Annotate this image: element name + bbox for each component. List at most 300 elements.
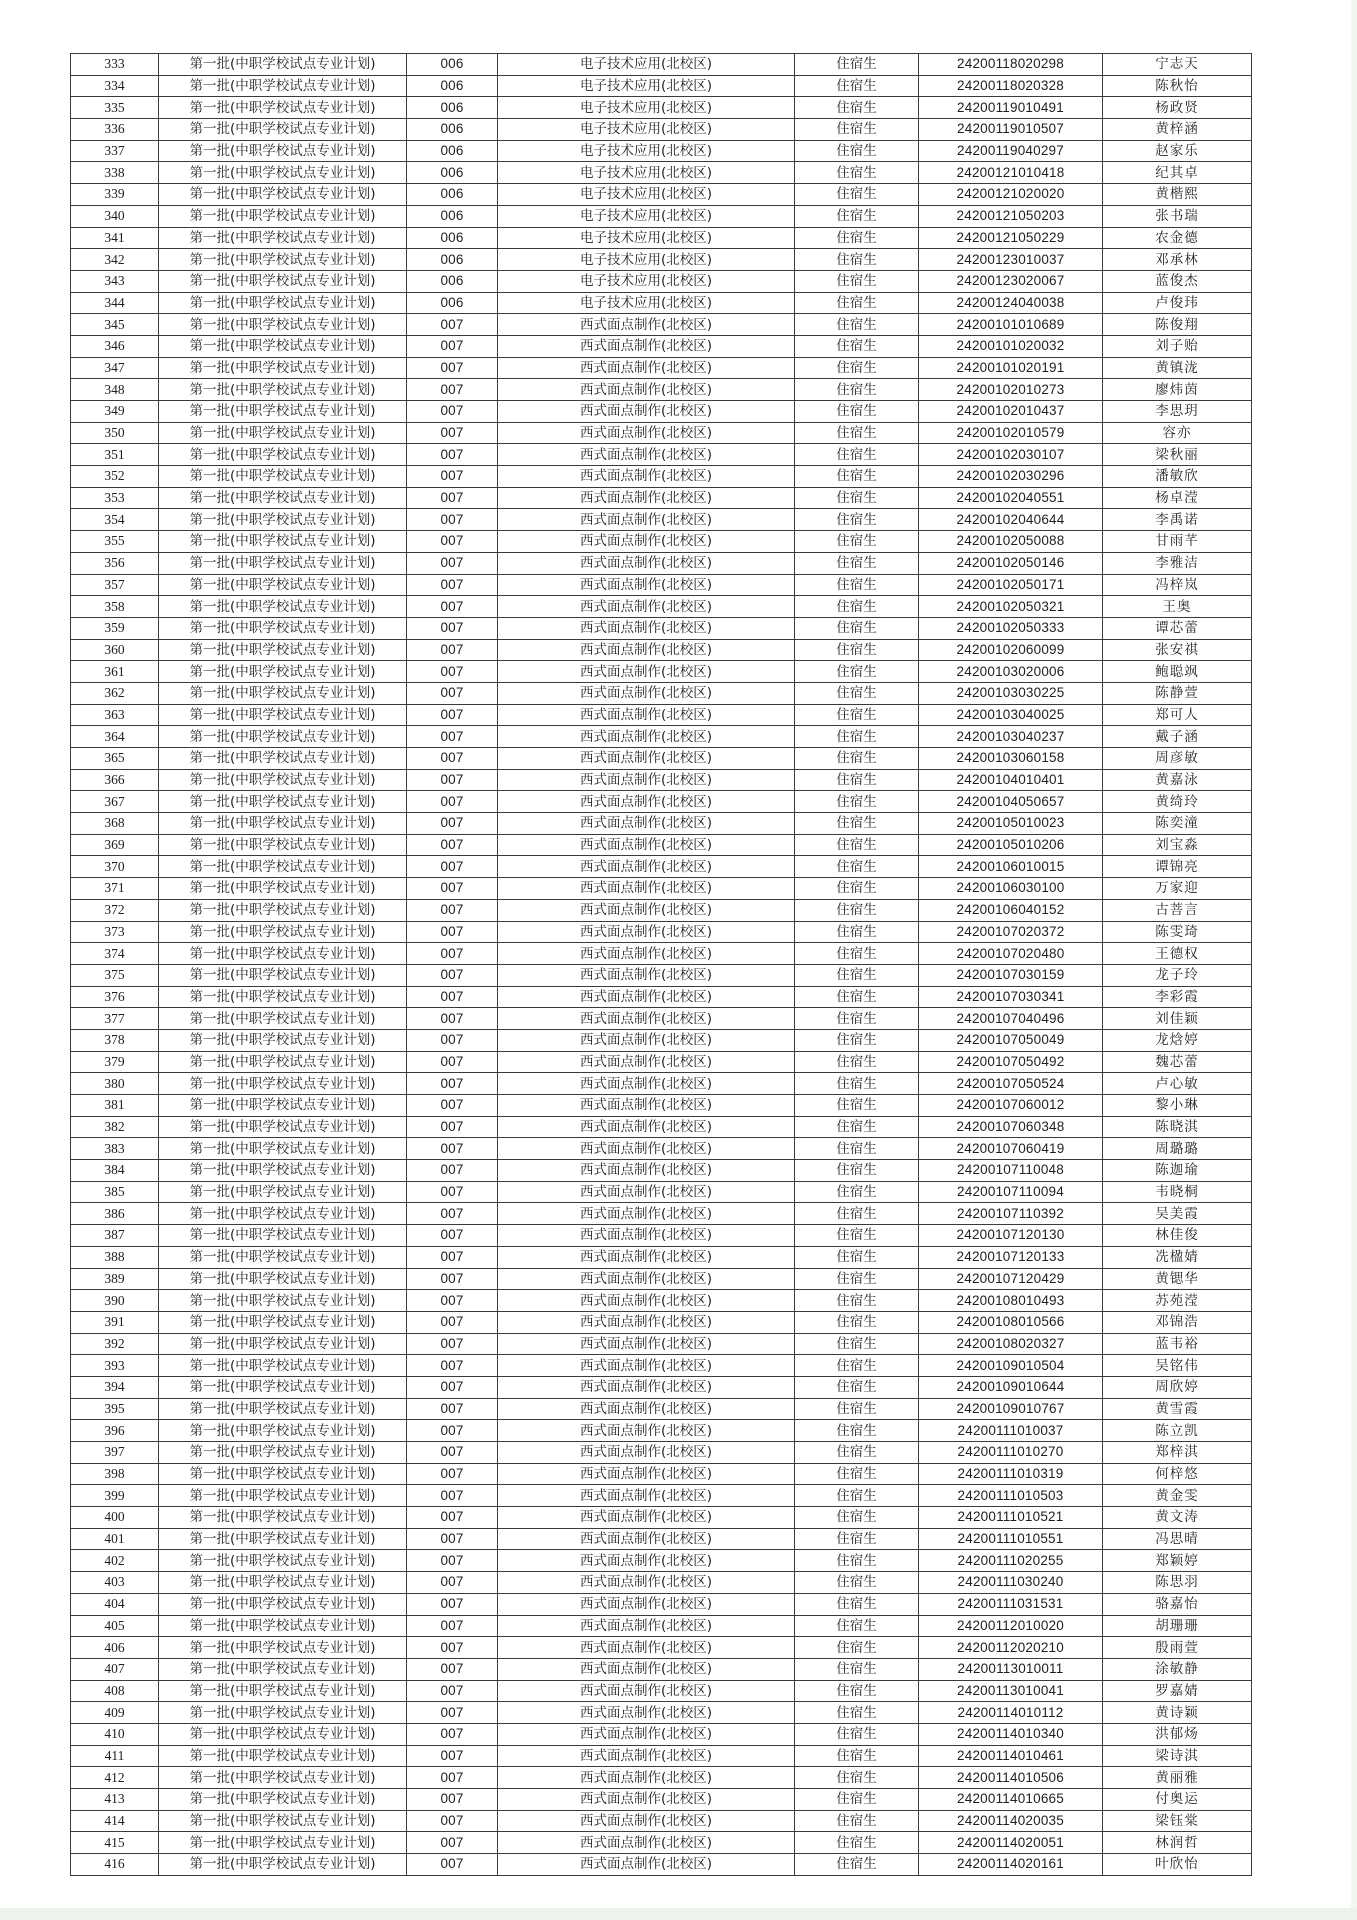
row-number-cell: 373 [71, 921, 159, 943]
student-name-cell: 陈晓淇 [1103, 1116, 1252, 1138]
batch-cell: 第一批(中职学校试点专业计划) [159, 292, 407, 314]
exam-id-cell: 24200102010273 [919, 379, 1103, 401]
major-name-cell: 西式面点制作(北校区) [498, 509, 795, 531]
major-name-cell: 西式面点制作(北校区) [498, 1854, 795, 1876]
table-row [71, 1442, 1252, 1464]
student-type-cell: 住宿生 [795, 466, 919, 488]
exam-id-cell: 24200104050657 [919, 791, 1103, 813]
table-row [71, 531, 1252, 553]
exam-id-cell: 24200119010491 [919, 97, 1103, 119]
major-name-cell: 西式面点制作(北校区) [498, 335, 795, 357]
table-row [71, 986, 1252, 1008]
batch-cell: 第一批(中职学校试点专业计划) [159, 1702, 407, 1724]
student-name-cell: 陈思羽 [1103, 1572, 1252, 1594]
major-name-cell: 西式面点制作(北校区) [498, 986, 795, 1008]
table-row [71, 1550, 1252, 1572]
exam-id-cell: 24200108020327 [919, 1333, 1103, 1355]
major-name-cell: 电子技术应用(北校区) [498, 97, 795, 119]
student-name-cell: 李彩霞 [1103, 986, 1252, 1008]
student-type-cell: 住宿生 [795, 1485, 919, 1507]
row-number-cell: 335 [71, 97, 159, 119]
major-code-cell: 007 [407, 1138, 498, 1160]
row-number-cell: 410 [71, 1723, 159, 1745]
major-name-cell: 西式面点制作(北校区) [498, 1658, 795, 1680]
exam-id-cell: 24200119010507 [919, 119, 1103, 141]
major-name-cell: 西式面点制作(北校区) [498, 617, 795, 639]
table-row [71, 487, 1252, 509]
row-number-cell: 344 [71, 292, 159, 314]
student-type-cell: 住宿生 [795, 986, 919, 1008]
exam-id-cell: 24200123020067 [919, 270, 1103, 292]
major-code-cell: 006 [407, 162, 498, 184]
batch-cell: 第一批(中职学校试点专业计划) [159, 227, 407, 249]
student-type-cell: 住宿生 [795, 1376, 919, 1398]
exam-id-cell: 24200114020035 [919, 1810, 1103, 1832]
student-name-cell: 郑可人 [1103, 704, 1252, 726]
batch-cell: 第一批(中职学校试点专业计划) [159, 1051, 407, 1073]
exam-id-cell: 24200107050492 [919, 1051, 1103, 1073]
major-code-cell: 007 [407, 444, 498, 466]
exam-id-cell: 24200102030107 [919, 444, 1103, 466]
row-number-cell: 391 [71, 1311, 159, 1333]
student-name-cell: 张书瑞 [1103, 205, 1252, 227]
exam-id-cell: 24200123010037 [919, 249, 1103, 271]
table-row [71, 1767, 1252, 1789]
table-row [71, 249, 1252, 271]
student-name-cell: 陈秋怡 [1103, 75, 1252, 97]
student-type-cell: 住宿生 [795, 1160, 919, 1182]
exam-id-cell: 24200111010037 [919, 1420, 1103, 1442]
student-name-cell: 廖炜茵 [1103, 379, 1252, 401]
major-code-cell: 007 [407, 487, 498, 509]
table-row [71, 270, 1252, 292]
student-type-cell: 住宿生 [795, 1181, 919, 1203]
major-code-cell: 007 [407, 834, 498, 856]
table-row [71, 1355, 1252, 1377]
row-number-cell: 349 [71, 401, 159, 423]
major-code-cell: 007 [407, 856, 498, 878]
row-number-cell: 345 [71, 314, 159, 336]
batch-cell: 第一批(中职学校试点专业计划) [159, 1789, 407, 1811]
exam-id-cell: 24200114010340 [919, 1723, 1103, 1745]
major-name-cell: 西式面点制作(北校区) [498, 964, 795, 986]
table-row [71, 791, 1252, 813]
student-name-cell: 吴铭伟 [1103, 1355, 1252, 1377]
student-name-cell: 龙焓婷 [1103, 1029, 1252, 1051]
table-row [71, 75, 1252, 97]
student-name-cell: 何梓悠 [1103, 1463, 1252, 1485]
student-name-cell: 纪其卓 [1103, 162, 1252, 184]
student-name-cell: 陈静萱 [1103, 682, 1252, 704]
row-number-cell: 367 [71, 791, 159, 813]
major-name-cell: 西式面点制作(北校区) [498, 1181, 795, 1203]
row-number-cell: 379 [71, 1051, 159, 1073]
major-code-cell: 006 [407, 119, 498, 141]
table-row [71, 162, 1252, 184]
row-number-cell: 392 [71, 1333, 159, 1355]
exam-id-cell: 24200107050049 [919, 1029, 1103, 1051]
student-name-cell: 周璐璐 [1103, 1138, 1252, 1160]
exam-id-cell: 24200103040025 [919, 704, 1103, 726]
student-type-cell: 住宿生 [795, 921, 919, 943]
row-number-cell: 412 [71, 1767, 159, 1789]
student-name-cell: 蓝俊杰 [1103, 270, 1252, 292]
student-name-cell: 谭锦亮 [1103, 856, 1252, 878]
exam-id-cell: 24200114020161 [919, 1854, 1103, 1876]
batch-cell: 第一批(中职学校试点专业计划) [159, 314, 407, 336]
student-name-cell: 王奥 [1103, 596, 1252, 618]
exam-id-cell: 24200121050203 [919, 205, 1103, 227]
major-name-cell: 西式面点制作(北校区) [498, 444, 795, 466]
exam-id-cell: 24200102030296 [919, 466, 1103, 488]
major-code-cell: 007 [407, 1008, 498, 1030]
student-type-cell: 住宿生 [795, 335, 919, 357]
student-name-cell: 李思玥 [1103, 401, 1252, 423]
student-type-cell: 住宿生 [795, 162, 919, 184]
row-number-cell: 411 [71, 1745, 159, 1767]
table-row [71, 1333, 1252, 1355]
major-code-cell: 007 [407, 1420, 498, 1442]
batch-cell: 第一批(中职学校试点专业计划) [159, 1854, 407, 1876]
exam-id-cell: 24200107120130 [919, 1225, 1103, 1247]
student-name-cell: 万家迎 [1103, 878, 1252, 900]
exam-id-cell: 24200102010579 [919, 422, 1103, 444]
exam-id-cell: 24200101020032 [919, 335, 1103, 357]
major-name-cell: 电子技术应用(北校区) [498, 205, 795, 227]
row-number-cell: 351 [71, 444, 159, 466]
major-code-cell: 007 [407, 596, 498, 618]
student-name-cell: 付奥运 [1103, 1789, 1252, 1811]
table-row [71, 119, 1252, 141]
major-name-cell: 西式面点制作(北校区) [498, 1832, 795, 1854]
major-code-cell: 007 [407, 617, 498, 639]
student-type-cell: 住宿生 [795, 661, 919, 683]
row-number-cell: 366 [71, 769, 159, 791]
batch-cell: 第一批(中职学校试点专业计划) [159, 1485, 407, 1507]
student-name-cell: 陈立凯 [1103, 1420, 1252, 1442]
exam-id-cell: 24200107020372 [919, 921, 1103, 943]
major-name-cell: 西式面点制作(北校区) [498, 596, 795, 618]
row-number-cell: 389 [71, 1268, 159, 1290]
major-code-cell: 007 [407, 1290, 498, 1312]
student-type-cell: 住宿生 [795, 1051, 919, 1073]
major-code-cell: 006 [407, 184, 498, 206]
student-name-cell: 涂敏静 [1103, 1658, 1252, 1680]
table-row [71, 1311, 1252, 1333]
student-type-cell: 住宿生 [795, 574, 919, 596]
major-code-cell: 007 [407, 878, 498, 900]
table-row [71, 726, 1252, 748]
student-type-cell: 住宿生 [795, 1745, 919, 1767]
batch-cell: 第一批(中职学校试点专业计划) [159, 813, 407, 835]
row-number-cell: 346 [71, 335, 159, 357]
batch-cell: 第一批(中职学校试点专业计划) [159, 1311, 407, 1333]
scan-edge-shadow [1351, 0, 1357, 1920]
major-name-cell: 西式面点制作(北校区) [498, 1572, 795, 1594]
student-name-cell: 梁秋丽 [1103, 444, 1252, 466]
major-code-cell: 006 [407, 140, 498, 162]
batch-cell: 第一批(中职学校试点专业计划) [159, 401, 407, 423]
student-name-cell: 杨政贤 [1103, 97, 1252, 119]
row-number-cell: 405 [71, 1615, 159, 1637]
exam-id-cell: 24200103060158 [919, 748, 1103, 770]
major-name-cell: 西式面点制作(北校区) [498, 856, 795, 878]
exam-id-cell: 24200113010041 [919, 1680, 1103, 1702]
student-type-cell: 住宿生 [795, 1789, 919, 1811]
student-name-cell: 黄梓涵 [1103, 119, 1252, 141]
batch-cell: 第一批(中职学校试点专业计划) [159, 726, 407, 748]
batch-cell: 第一批(中职学校试点专业计划) [159, 1073, 407, 1095]
exam-id-cell: 24200105010023 [919, 813, 1103, 835]
batch-cell: 第一批(中职学校试点专业计划) [159, 639, 407, 661]
major-name-cell: 西式面点制作(北校区) [498, 1550, 795, 1572]
row-number-cell: 386 [71, 1203, 159, 1225]
exam-id-cell: 24200102060099 [919, 639, 1103, 661]
exam-id-cell: 24200107030341 [919, 986, 1103, 1008]
exam-id-cell: 24200121010418 [919, 162, 1103, 184]
exam-id-cell: 24200111010503 [919, 1485, 1103, 1507]
major-code-cell: 007 [407, 682, 498, 704]
student-name-cell: 梁钰棠 [1103, 1810, 1252, 1832]
student-name-cell: 黄楷熙 [1103, 184, 1252, 206]
major-code-cell: 007 [407, 813, 498, 835]
major-code-cell: 007 [407, 1745, 498, 1767]
student-name-cell: 陈奕潼 [1103, 813, 1252, 835]
major-name-cell: 西式面点制作(北校区) [498, 1160, 795, 1182]
major-code-cell: 007 [407, 1463, 498, 1485]
table-row [71, 1658, 1252, 1680]
exam-id-cell: 24200121020020 [919, 184, 1103, 206]
student-name-cell: 卢心敏 [1103, 1073, 1252, 1095]
student-type-cell: 住宿生 [795, 1095, 919, 1117]
batch-cell: 第一批(中职学校试点专业计划) [159, 1355, 407, 1377]
batch-cell: 第一批(中职学校试点专业计划) [159, 1593, 407, 1615]
student-type-cell: 住宿生 [795, 184, 919, 206]
exam-id-cell: 24200112010020 [919, 1615, 1103, 1637]
row-number-cell: 333 [71, 54, 159, 76]
major-name-cell: 西式面点制作(北校区) [498, 1073, 795, 1095]
exam-id-cell: 24200114010112 [919, 1702, 1103, 1724]
student-type-cell: 住宿生 [795, 1225, 919, 1247]
row-number-cell: 381 [71, 1095, 159, 1117]
exam-id-cell: 24200118020298 [919, 54, 1103, 76]
student-type-cell: 住宿生 [795, 1723, 919, 1745]
major-code-cell: 006 [407, 270, 498, 292]
major-name-cell: 西式面点制作(北校区) [498, 639, 795, 661]
major-code-cell: 007 [407, 1637, 498, 1659]
student-name-cell: 黄锶华 [1103, 1268, 1252, 1290]
row-number-cell: 400 [71, 1507, 159, 1529]
batch-cell: 第一批(中职学校试点专业计划) [159, 119, 407, 141]
exam-id-cell: 24200101010689 [919, 314, 1103, 336]
major-code-cell: 007 [407, 314, 498, 336]
student-type-cell: 住宿生 [795, 878, 919, 900]
major-name-cell: 西式面点制作(北校区) [498, 1203, 795, 1225]
student-type-cell: 住宿生 [795, 487, 919, 509]
exam-id-cell: 24200107020480 [919, 943, 1103, 965]
major-code-cell: 007 [407, 769, 498, 791]
row-number-cell: 368 [71, 813, 159, 835]
exam-id-cell: 24200103040237 [919, 726, 1103, 748]
exam-id-cell: 24200112020210 [919, 1637, 1103, 1659]
batch-cell: 第一批(中职学校试点专业计划) [159, 75, 407, 97]
exam-id-cell: 24200121050229 [919, 227, 1103, 249]
table-row [71, 1485, 1252, 1507]
table-row [71, 661, 1252, 683]
row-number-cell: 341 [71, 227, 159, 249]
batch-cell: 第一批(中职学校试点专业计划) [159, 531, 407, 553]
batch-cell: 第一批(中职学校试点专业计划) [159, 1420, 407, 1442]
table-row [71, 1528, 1252, 1550]
student-type-cell: 住宿生 [795, 1832, 919, 1854]
batch-cell: 第一批(中职学校试点专业计划) [159, 184, 407, 206]
major-name-cell: 西式面点制作(北校区) [498, 1051, 795, 1073]
exam-id-cell: 24200111010270 [919, 1442, 1103, 1464]
major-name-cell: 西式面点制作(北校区) [498, 1029, 795, 1051]
major-name-cell: 西式面点制作(北校区) [498, 1290, 795, 1312]
major-code-cell: 007 [407, 726, 498, 748]
exam-id-cell: 24200106040152 [919, 899, 1103, 921]
major-name-cell: 西式面点制作(北校区) [498, 921, 795, 943]
row-number-cell: 370 [71, 856, 159, 878]
scan-bottom-band [0, 1908, 1357, 1920]
major-name-cell: 西式面点制作(北校区) [498, 1008, 795, 1030]
row-number-cell: 377 [71, 1008, 159, 1030]
table-row [71, 1572, 1252, 1594]
major-code-cell: 007 [407, 335, 498, 357]
major-code-cell: 006 [407, 249, 498, 271]
row-number-cell: 394 [71, 1376, 159, 1398]
major-name-cell: 西式面点制作(北校区) [498, 1095, 795, 1117]
student-type-cell: 住宿生 [795, 813, 919, 835]
student-type-cell: 住宿生 [795, 1138, 919, 1160]
row-number-cell: 378 [71, 1029, 159, 1051]
table-row [71, 769, 1252, 791]
row-number-cell: 371 [71, 878, 159, 900]
student-name-cell: 赵家乐 [1103, 140, 1252, 162]
major-name-cell: 西式面点制作(北校区) [498, 813, 795, 835]
student-name-cell: 郑梓淇 [1103, 1442, 1252, 1464]
student-name-cell: 鲍聪飒 [1103, 661, 1252, 683]
exam-id-cell: 24200108010493 [919, 1290, 1103, 1312]
major-code-cell: 007 [407, 401, 498, 423]
student-type-cell: 住宿生 [795, 1854, 919, 1876]
batch-cell: 第一批(中职学校试点专业计划) [159, 1160, 407, 1182]
table-row [71, 856, 1252, 878]
student-type-cell: 住宿生 [795, 531, 919, 553]
table-row [71, 379, 1252, 401]
student-name-cell: 冼楹婧 [1103, 1246, 1252, 1268]
major-code-cell: 007 [407, 921, 498, 943]
student-type-cell: 住宿生 [795, 509, 919, 531]
student-name-cell: 龙子玲 [1103, 964, 1252, 986]
student-name-cell: 刘子贻 [1103, 335, 1252, 357]
batch-cell: 第一批(中职学校试点专业计划) [159, 1463, 407, 1485]
student-name-cell: 刘佳颖 [1103, 1008, 1252, 1030]
table-row [71, 1810, 1252, 1832]
batch-cell: 第一批(中职学校试点专业计划) [159, 1008, 407, 1030]
major-name-cell: 西式面点制作(北校区) [498, 1593, 795, 1615]
major-name-cell: 西式面点制作(北校区) [498, 1398, 795, 1420]
batch-cell: 第一批(中职学校试点专业计划) [159, 1376, 407, 1398]
batch-cell: 第一批(中职学校试点专业计划) [159, 596, 407, 618]
batch-cell: 第一批(中职学校试点专业计划) [159, 1832, 407, 1854]
exam-id-cell: 24200102040644 [919, 509, 1103, 531]
student-type-cell: 住宿生 [795, 1008, 919, 1030]
student-name-cell: 吴美霞 [1103, 1203, 1252, 1225]
student-name-cell: 陈雯琦 [1103, 921, 1252, 943]
row-number-cell: 406 [71, 1637, 159, 1659]
table-row [71, 444, 1252, 466]
student-name-cell: 苏苑滢 [1103, 1290, 1252, 1312]
row-number-cell: 364 [71, 726, 159, 748]
table-row [71, 1268, 1252, 1290]
student-type-cell: 住宿生 [795, 119, 919, 141]
exam-id-cell: 24200102010437 [919, 401, 1103, 423]
admission-roster-table [70, 53, 1252, 1876]
major-code-cell: 007 [407, 1572, 498, 1594]
batch-cell: 第一批(中职学校试点专业计划) [159, 1333, 407, 1355]
batch-cell: 第一批(中职学校试点专业计划) [159, 921, 407, 943]
major-code-cell: 007 [407, 1789, 498, 1811]
batch-cell: 第一批(中职学校试点专业计划) [159, 162, 407, 184]
batch-cell: 第一批(中职学校试点专业计划) [159, 509, 407, 531]
major-code-cell: 006 [407, 54, 498, 76]
major-code-cell: 006 [407, 97, 498, 119]
major-name-cell: 西式面点制作(北校区) [498, 1767, 795, 1789]
exam-id-cell: 24200111010551 [919, 1528, 1103, 1550]
exam-id-cell: 24200107110392 [919, 1203, 1103, 1225]
student-type-cell: 住宿生 [795, 682, 919, 704]
table-row [71, 943, 1252, 965]
student-name-cell: 黄绮玲 [1103, 791, 1252, 813]
major-name-cell: 电子技术应用(北校区) [498, 162, 795, 184]
row-number-cell: 399 [71, 1485, 159, 1507]
row-number-cell: 383 [71, 1138, 159, 1160]
student-name-cell: 邓锦浩 [1103, 1311, 1252, 1333]
batch-cell: 第一批(中职学校试点专业计划) [159, 791, 407, 813]
row-number-cell: 372 [71, 899, 159, 921]
student-type-cell: 住宿生 [795, 791, 919, 813]
major-name-cell: 西式面点制作(北校区) [498, 943, 795, 965]
major-code-cell: 007 [407, 1311, 498, 1333]
major-code-cell: 007 [407, 1333, 498, 1355]
table-row [71, 1832, 1252, 1854]
major-code-cell: 007 [407, 1355, 498, 1377]
table-row [71, 639, 1252, 661]
student-type-cell: 住宿生 [795, 1572, 919, 1594]
exam-id-cell: 24200107060012 [919, 1095, 1103, 1117]
batch-cell: 第一批(中职学校试点专业计划) [159, 682, 407, 704]
row-number-cell: 374 [71, 943, 159, 965]
student-type-cell: 住宿生 [795, 1550, 919, 1572]
major-name-cell: 西式面点制作(北校区) [498, 1420, 795, 1442]
major-name-cell: 西式面点制作(北校区) [498, 726, 795, 748]
major-code-cell: 007 [407, 1442, 498, 1464]
major-code-cell: 007 [407, 1528, 498, 1550]
batch-cell: 第一批(中职学校试点专业计划) [159, 466, 407, 488]
row-number-cell: 398 [71, 1463, 159, 1485]
major-code-cell: 007 [407, 1225, 498, 1247]
student-name-cell: 冯梓岚 [1103, 574, 1252, 596]
major-code-cell: 007 [407, 357, 498, 379]
major-code-cell: 007 [407, 899, 498, 921]
table-row [71, 704, 1252, 726]
student-type-cell: 住宿生 [795, 1290, 919, 1312]
major-name-cell: 西式面点制作(北校区) [498, 1637, 795, 1659]
student-type-cell: 住宿生 [795, 314, 919, 336]
major-code-cell: 007 [407, 1832, 498, 1854]
